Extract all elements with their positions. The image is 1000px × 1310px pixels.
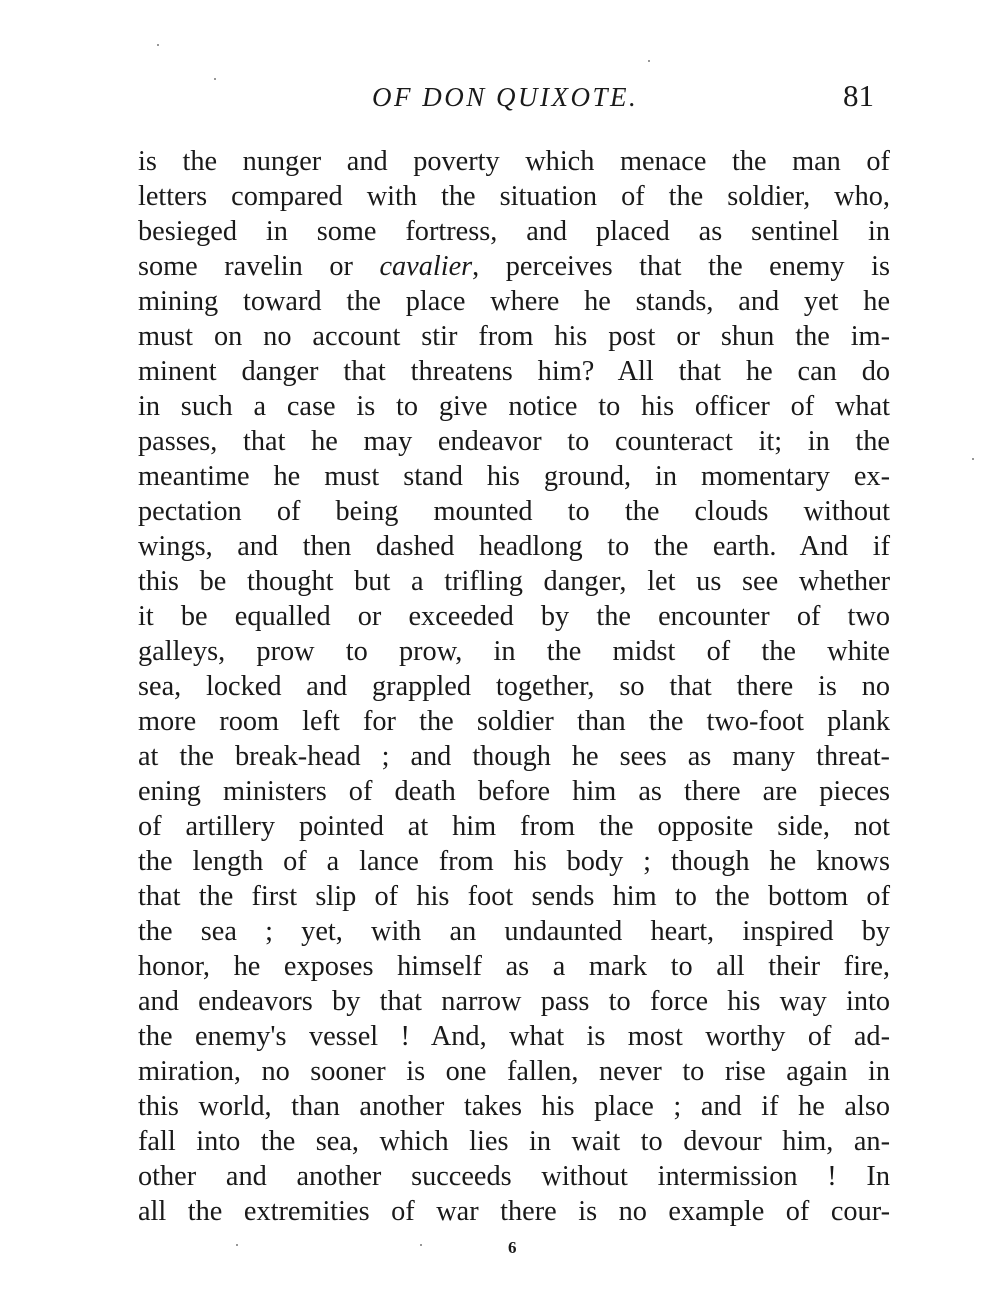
text-segment: , perceives that the enemy is — [472, 251, 890, 282]
text-line: the enemy's vessel ! And, what is most worthy of ad- — [138, 1021, 890, 1052]
text-line: honor, he exposes himself as a mark to all their fire, — [138, 951, 890, 982]
text-line: besieged in some fortress, and placed as sentinel in — [138, 216, 890, 247]
text-line: mining toward the place where he stands, and yet he — [138, 286, 890, 317]
text-line: this be thought but a trifling danger, let us see whether — [138, 566, 890, 597]
running-title: OF DON QUIXOTE. — [372, 82, 639, 112]
running-header — [0, 78, 1000, 118]
scan-speck — [214, 78, 216, 80]
text-line: that the first slip of his foot sends him to the bottom of — [138, 881, 890, 912]
text-line — [138, 249, 890, 284]
scan-speck — [236, 1244, 238, 1246]
scan-speck — [420, 1244, 422, 1246]
text-line: meantime he must stand his ground, in momentary ex- — [138, 461, 890, 492]
text-line: the sea ; yet, with an undaunted heart, inspired by — [138, 916, 890, 947]
text-line: passes, that he may endeavor to counteract it; in the — [138, 426, 890, 457]
body-text — [138, 144, 890, 1229]
text-line: sea, locked and grappled together, so that there is no — [138, 671, 890, 702]
text-line: it be equalled or exceeded by the encounter of two — [138, 601, 890, 632]
text-line: all the extremities of war there is no example of cour- — [138, 1196, 890, 1227]
scan-speck — [648, 60, 650, 62]
text-line: pectation of being mounted to the clouds without — [138, 496, 890, 527]
text-line: wings, and then dashed headlong to the earth. And if — [138, 531, 890, 562]
text-line: ening ministers of death before him as there are pieces — [138, 776, 890, 807]
text-segment: some ravelin or — [138, 251, 380, 282]
text-line: this world, than another takes his place ; and if he also — [138, 1091, 890, 1122]
italic-word: cavalier — [379, 251, 473, 282]
text-line: minent danger that threatens him? All that he can do — [138, 356, 890, 387]
text-line: is the nunger and poverty which menace the man of — [138, 146, 890, 177]
text-line: other and another succeeds without intermission ! In — [138, 1161, 890, 1192]
text-line: miration, no sooner is one fallen, never to rise again in — [138, 1056, 890, 1087]
text-line: fall into the sea, which lies in wait to devour him, an- — [138, 1126, 890, 1157]
signature-mark: 6 — [508, 1238, 517, 1257]
text-line: and endeavors by that narrow pass to force his way into — [138, 986, 890, 1017]
text-line: the length of a lance from his body ; though he knows — [138, 846, 890, 877]
text-line: galleys, prow to prow, in the midst of the white — [138, 636, 890, 667]
scan-speck — [972, 458, 974, 460]
text-line: in such a case is to give notice to his officer of what — [138, 391, 890, 422]
text-line: letters compared with the situation of the soldier, who, — [138, 181, 890, 212]
text-line: of artillery pointed at him from the opposite side, not — [138, 811, 890, 842]
scan-speck — [157, 44, 159, 46]
text-line: at the break-head ; and though he sees as many threat- — [138, 741, 890, 772]
text-line: must on no account stir from his post or shun the im- — [138, 321, 890, 352]
text-line: more room left for the soldier than the two-foot plank — [138, 706, 890, 737]
page-number: 81 — [843, 78, 874, 113]
